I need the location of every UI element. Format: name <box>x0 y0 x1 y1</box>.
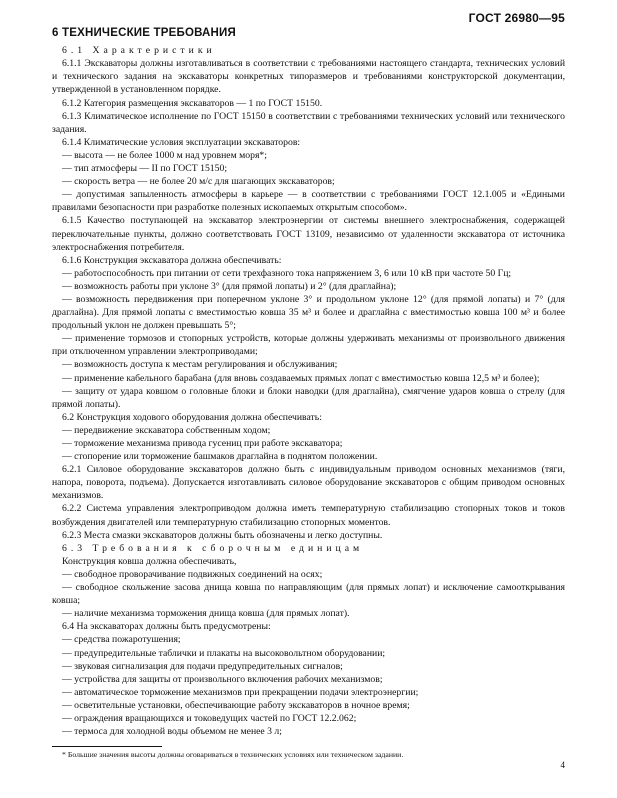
paragraph: — термоса для холодной воды объемом не менее 3 л; <box>62 726 282 738</box>
paragraph: 6.2.1 Силовое оборудование экскаваторов должно быть с индивидуальным приводом основных механизмов (тяги, напора, поворота, подъема). Допускается изготавливать силовое оборудование экскаваторов с общим приводом основных механизмов. <box>52 464 565 502</box>
footnote-divider <box>52 746 162 747</box>
paragraph: 6.1.2 Категория размещения экскаваторов — 1 по ГОСТ 15150. <box>62 97 323 109</box>
paragraph: — автоматическое торможение механизмов при прекращении подачи электроэнергии; <box>62 686 419 698</box>
subsection-heading: 6.1 Характеристики <box>62 45 216 57</box>
paragraph: — предупредительные таблички и плакаты на высоковольтном оборудовании; <box>62 647 386 659</box>
paragraph: — устройства для защиты от произвольного включения рабочих механизмов; <box>62 673 383 685</box>
paragraph: — ограждения вращающихся и токоведущих частей по ГОСТ 12.2.062; <box>62 712 357 724</box>
paragraph: — высота — не более 1000 м над уровнем моря*; <box>62 149 267 161</box>
paragraph: — работоспособность при питании от сети трехфазного тока напряжением 3, 6 или 10 кВ при частоте 50 Гц; <box>62 267 512 279</box>
paragraph: — применение кабельного барабана (для вновь создаваемых прямых лопат с вместимостью ковша 12,5 м³ и более); <box>62 372 540 384</box>
paragraph: — защиту от удара ковшом о головные блоки и блоки наводки (для драглайна), смягчение ударов ковша о стрелу (для прямой лопаты). <box>52 385 565 410</box>
subsection-heading: 6.3 Требования к сборочным единицам <box>62 542 364 554</box>
paragraph: — возможность передвижения при поперечном уклоне 3° и продольном уклоне 12° (для прямой лопаты) и 7° (для драглайна). Для прямой лопаты с вместимостью ковша 35 м³ и более и драглайна с вместимостью ковша 100 м³ и более продольный уклон не должен превышать 5°; <box>52 293 565 332</box>
section-title: 6 ТЕХНИЧЕСКИЕ ТРЕБОВАНИЯ <box>52 27 236 40</box>
paragraph: — стопорение или торможение башмаков драглайна в поднятом положении. <box>62 451 378 463</box>
paragraph: 6.4 На экскаваторах должны быть предусмотрены: <box>62 621 271 633</box>
paragraph: — применение тормозов и стопорных устройств, которые должны удерживать механизмы от произвольного движения при отключенном управлении электроприводами; <box>52 333 565 358</box>
paragraph: 6.2.3 Места смазки экскаваторов должны быть обозначены и легко доступны. <box>62 529 383 541</box>
paragraph: — возможность доступа к местам регулирования и обслуживания; <box>62 359 338 371</box>
paragraph: 6.1.1 Экскаваторы должны изготавливаться в соответствии с требованиями настоящего стандарта, технических условий и технического задания на экскаваторы конкретных типоразмеров и требованиями конструкторской документации, утвержденной в установленном порядке. <box>52 58 565 96</box>
paragraph: 6.2 Конструкция ходового оборудования должна обеспечивать: <box>62 411 322 423</box>
paragraph: — торможение механизма привода гусениц при работе экскаватора; <box>62 438 343 449</box>
paragraph: — свободное скольжение засова днища ковша по направляющим (для прямых лопат) и исключение самооткрывания ковша; <box>52 582 565 607</box>
paragraph: — возможность работы при уклоне 3° (для прямой лопаты) и 2° (для драглайна); <box>62 280 397 292</box>
paragraph: — допустимая запыленность атмосферы в карьере — в соответствии с требованиями ГОСТ 12.1.005 и «Едиными правилами безопасности при разработке полезных ископаемых открытым способом». <box>52 189 565 214</box>
paragraph: Конструкция ковша должна обеспечивать, <box>62 555 237 567</box>
paragraph: — наличие механизма торможения днища ковша (для прямых лопат). <box>62 608 350 620</box>
paragraph: — осветительные установки, обеспечивающие работу экскаваторов в ночное время; <box>62 699 410 711</box>
paragraph: — передвижение экскаватора собственным ходом; <box>62 424 271 436</box>
document-code: ГОСТ 26980—95 <box>468 11 565 25</box>
paragraph: 6.1.4 Климатические условия эксплуатации экскаваторов: <box>62 136 301 148</box>
paragraph: 6.1.3 Климатическое исполнение по ГОСТ 15150 в соответствии с требованиями технических условий или технического задания. <box>52 110 565 135</box>
paragraph: — свободное проворачивание подвижных соединений на осях; <box>62 568 323 580</box>
paragraph: — средства пожаротушения; <box>62 634 181 646</box>
body-text <box>52 44 565 738</box>
paragraph: 6.2.2 Система управления электроприводом должна иметь температурную стабилизацию стопорных токов и токов возбуждения двигателей или температурную стабилизацию стопорных моментов. <box>52 503 565 528</box>
paragraph: 6.1.5 Качество поступающей на экскаватор электроэнергии от системы внешнего электроснабжения, содержащей переключательные пункты, должно соответствовать ГОСТ 13109, независимо от удаленности экскаватора от источника электроснабжения потребителя. <box>52 215 565 253</box>
page-number: 4 <box>560 759 565 770</box>
paragraph: — скорость ветра — не более 20 м/с для шагающих экскаваторов; <box>62 176 335 188</box>
paragraph: — звуковая сигнализация для подачи предупредительных сигналов; <box>62 660 343 672</box>
footnote: * Большие значения высоты должны оговариваться в технических условиях или техническом задании. <box>62 750 404 760</box>
paragraph: 6.1.6 Конструкция экскаватора должна обеспечивать: <box>62 254 282 266</box>
paragraph: — тип атмосферы — II по ГОСТ 15150; <box>62 163 228 175</box>
